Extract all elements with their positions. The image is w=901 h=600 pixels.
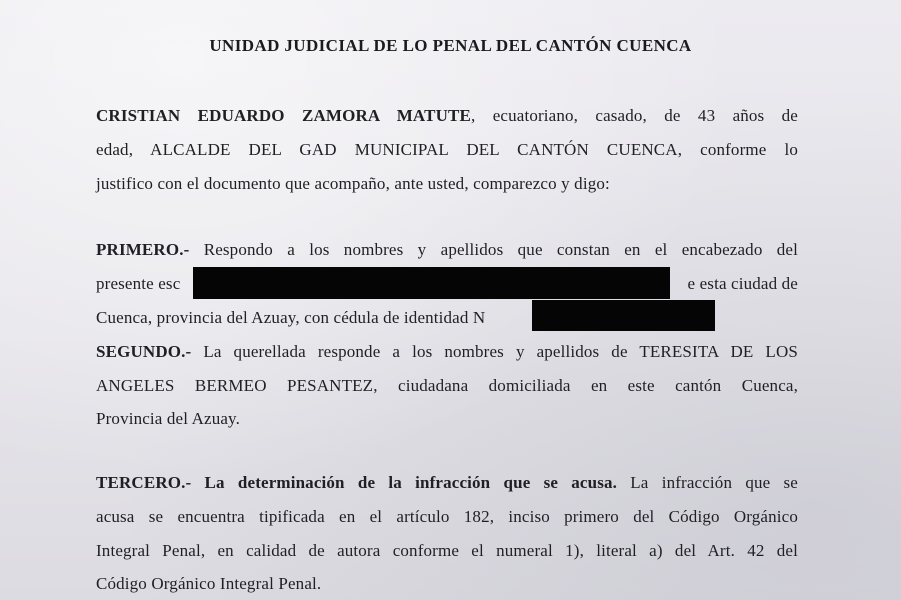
intro-line-2: edad, ALCALDE DEL GAD MUNICIPAL DEL CANTÓN CUENCA, conforme lo	[96, 140, 798, 159]
primero-line-3: Cuenca, provincia del Azuay, con cédula de identidad N	[96, 308, 486, 327]
segundo-line-3: Provincia del Azuay.	[96, 409, 240, 428]
tercero-line-2: acusa se encuentra tipificada en el artículo 182, inciso primero del Código Orgánico	[96, 507, 798, 526]
segundo-line-1-text: La querellada responde a los nombres y apellidos de TERESITA DE LOS	[191, 342, 798, 361]
intro-line-1	[96, 104, 798, 128]
intro-line-1-text: , ecuatoriano, casado, de 43 años de	[470, 106, 799, 125]
segundo-label: SEGUNDO.-	[96, 342, 192, 361]
primero-line-2-start: presente esc	[96, 274, 181, 293]
redaction-bar-address	[193, 267, 670, 299]
tercero-label: TERCERO.- La determinación de la infracción que se acusa.	[96, 473, 618, 492]
segundo-line-2: ANGELES BERMEO PESANTEZ, ciudadana domiciliada en este cantón Cuenca,	[96, 376, 798, 395]
document-heading: UNIDAD JUDICIAL DE LO PENAL DEL CANTÓN CUENCA	[209, 36, 692, 55]
tercero-line-1-text: La infracción que se	[617, 473, 798, 492]
primero-line-2-end: e esta ciudad de	[687, 274, 798, 293]
redaction-bar-id-number	[532, 300, 715, 331]
primero-line-1-text: Respondo a los nombres y apellidos que constan en el encabezado del	[189, 240, 798, 259]
tercero-line-1	[96, 471, 798, 495]
primero-label: PRIMERO.-	[96, 240, 190, 259]
intro-line-3: justifico con el documento que acompaño, ante usted, comparezco y digo:	[96, 174, 610, 193]
tercero-line-4: Código Orgánico Integral Penal.	[96, 574, 322, 593]
tercero-line-3: Integral Penal, en calidad de autora conforme el numeral 1), literal a) del Art. 42 del	[96, 541, 798, 560]
complainant-name: CRISTIAN EDUARDO ZAMORA MATUTE	[96, 106, 471, 125]
primero-line-1	[96, 238, 798, 262]
segundo-line-1	[96, 340, 798, 364]
